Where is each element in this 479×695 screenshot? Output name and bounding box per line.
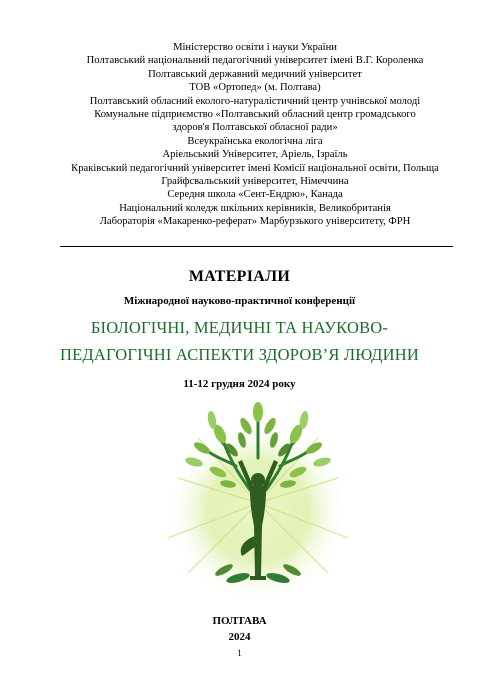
organization-line: Полтавський обласний еколого-натуралістичний центр учнівської молоді — [89, 95, 421, 107]
organization-line: Національний коледж шкільних керівників, Великобританія — [119, 202, 391, 214]
organization-line: здоров'я Полтавської обласної ради» — [172, 122, 338, 134]
organization-line: ТОВ «Ортопед» (м. Полтава) — [189, 82, 321, 94]
page-number: 1 — [237, 648, 242, 658]
conference-title-line-2: ПЕДАГОГІЧНІ АСПЕКТИ ЗДОРОВ’Я ЛЮДИНИ — [60, 345, 419, 364]
yoga-tree-icon — [158, 398, 358, 598]
organization-line: Всеукраїнська екологічна ліга — [187, 135, 323, 147]
organization-line: Аріельський Університет, Аріель, Ізраїль — [162, 149, 348, 161]
organization-line: Середня школа «Сент-Ендрю», Канада — [167, 189, 343, 201]
document-title: МАТЕРІАЛИ — [188, 268, 291, 285]
organizations-list — [20, 41, 479, 229]
organization-line: Грайфсвальський університет, Німеччина — [161, 176, 349, 188]
organization-line: Полтавський національний педагогічний університет імені В.Г. Короленка — [86, 55, 424, 67]
publication-city: ПОЛТАВА — [212, 615, 267, 627]
publication-year: 2024 — [228, 631, 251, 643]
conference-dates: 11-12 грудня 2024 року — [183, 378, 296, 390]
organization-line: Полтавський державний медичний університет — [148, 68, 362, 80]
organization-line: Міністерство освіти і науки України — [173, 42, 337, 53]
conference-title-line-1: БІОЛОГІЧНІ, МЕДИЧНІ ТА НАУКОВО- — [90, 318, 389, 337]
horizontal-divider — [60, 246, 453, 247]
organization-line: Комунальне підприємство «Полтавський обласний центр громадського — [94, 109, 416, 121]
organization-line: Лабораторія «Макаренко-реферат» Марбурзького університету, ФРН — [99, 216, 411, 228]
organization-line: Краківський педагогічний університет імені Комісії національної освіти, Польща — [71, 162, 439, 174]
document-subtitle: Міжнародної науково-практичної конференції — [123, 295, 356, 307]
